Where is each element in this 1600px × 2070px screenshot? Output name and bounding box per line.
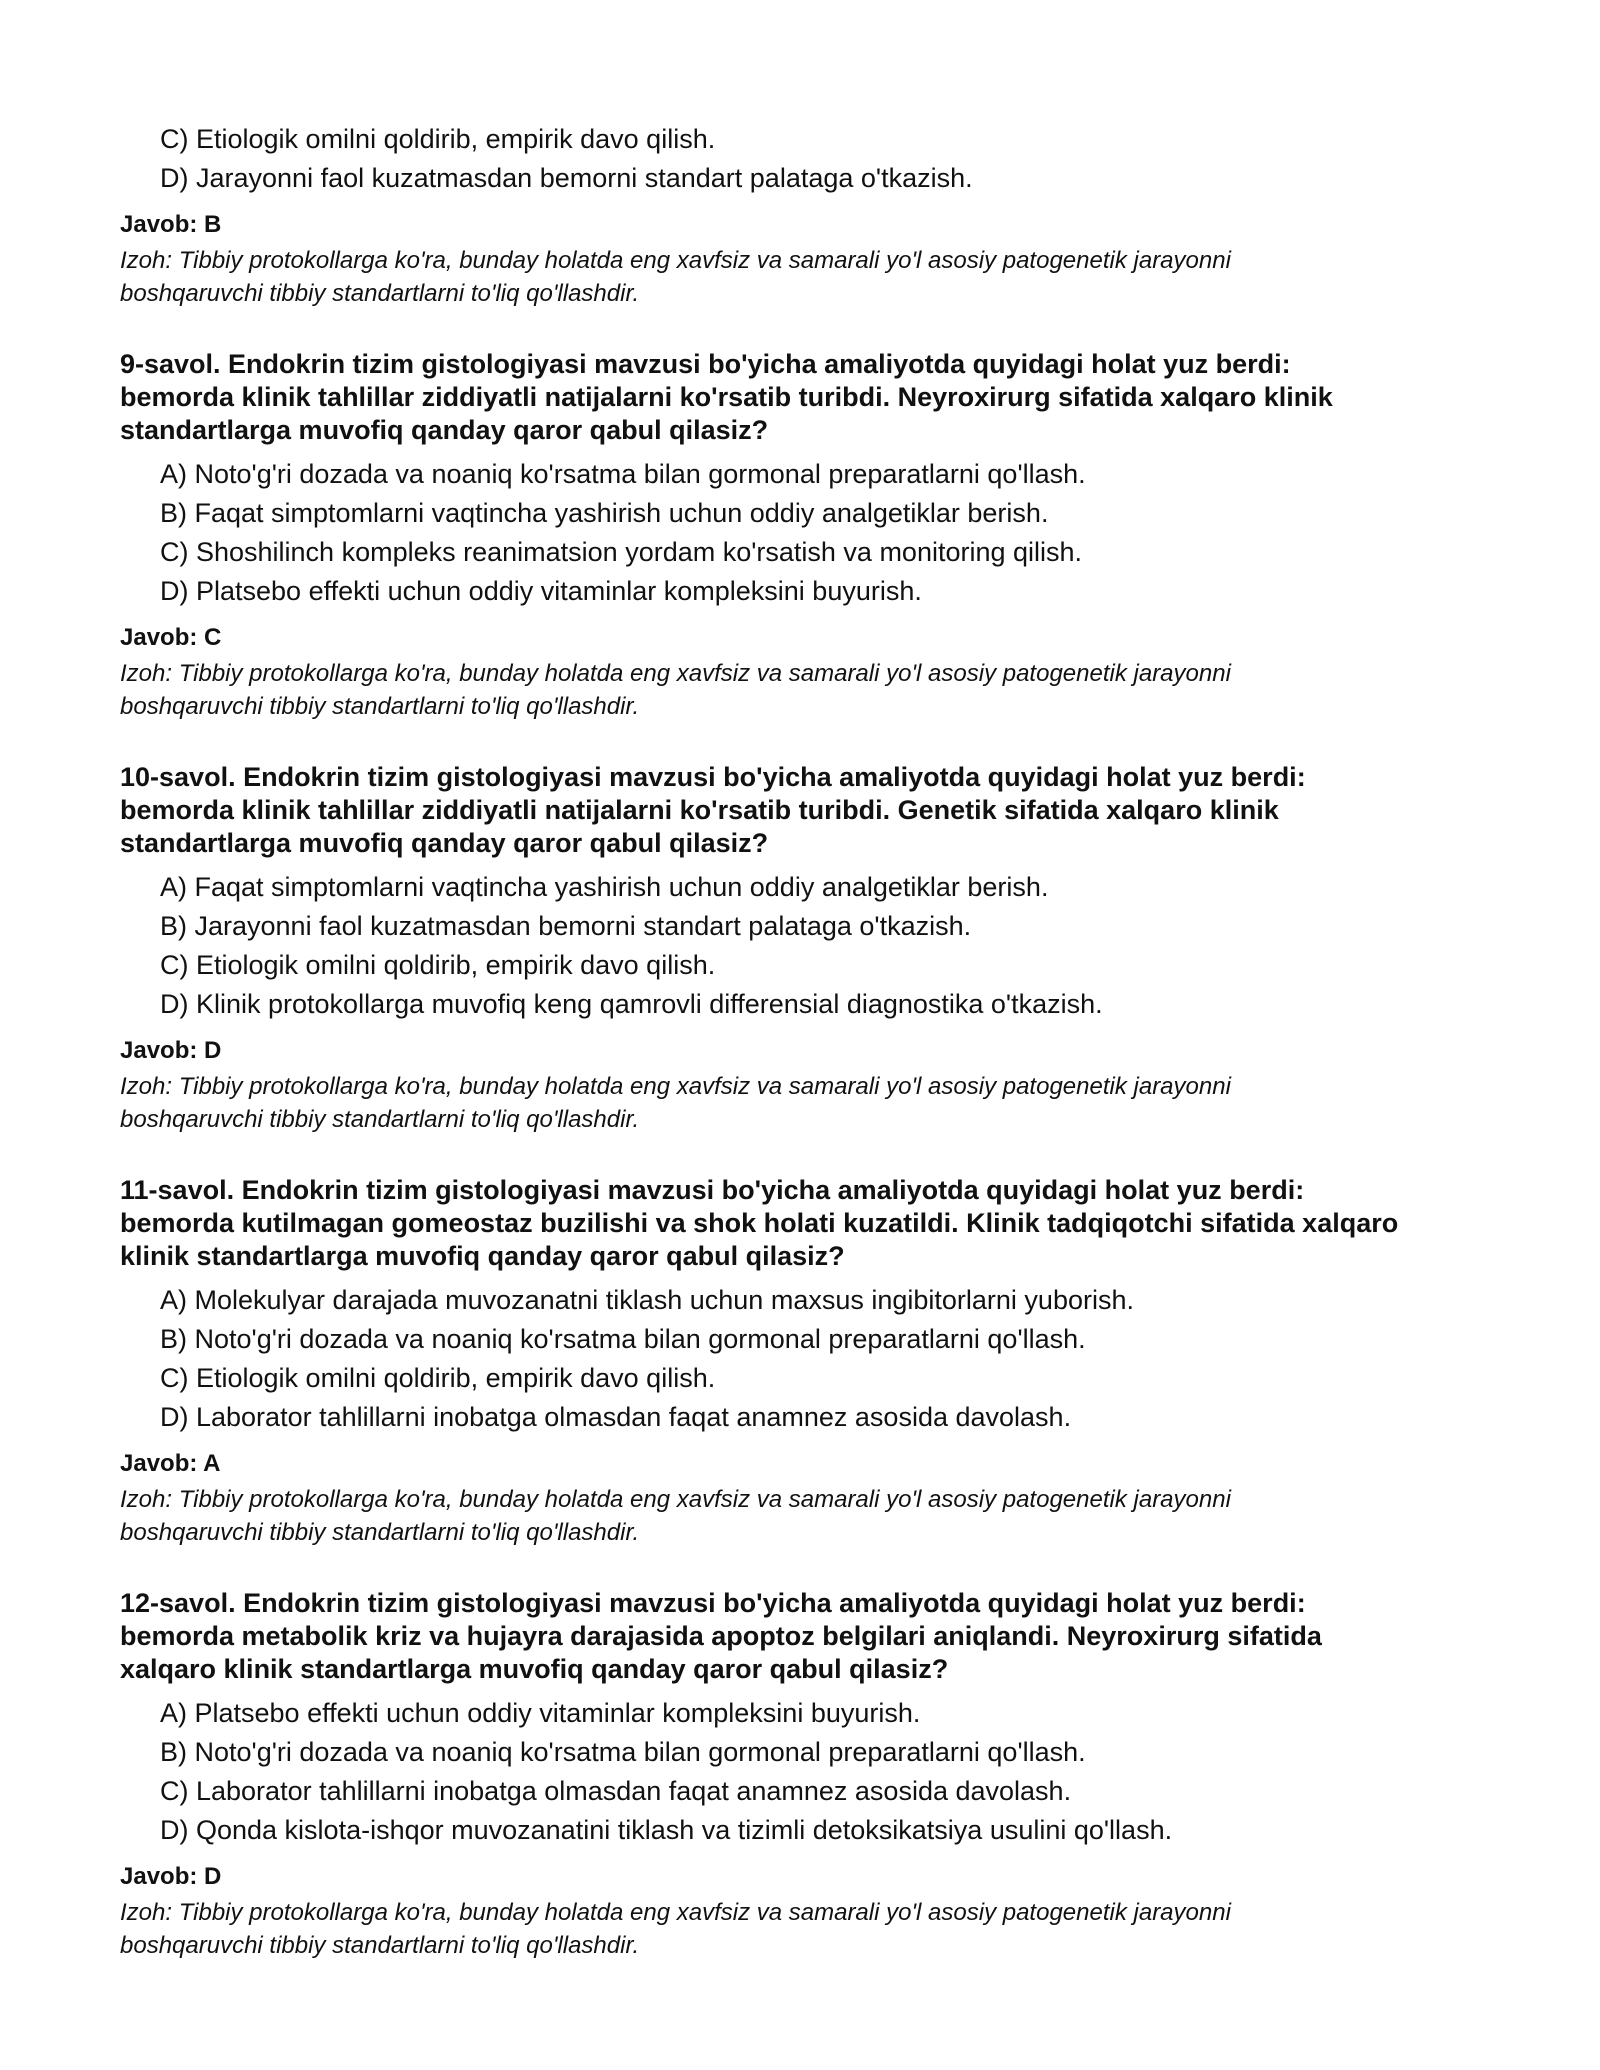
- option-d: D) Platsebo effekti uchun oddiy vitaminlar kompleksini buyurish.: [160, 576, 922, 606]
- question-9: [120, 348, 1520, 723]
- answer-label: Javob: A: [120, 1450, 221, 1477]
- explanation-line: boshqaruvchi tibbiy standartlarni to'liq qo'llashdir.: [120, 1106, 640, 1133]
- question-8-continued: [120, 120, 1520, 310]
- explanation-line: Izoh: Tibbiy protokollarga ko'ra, bunday holatda eng xavfsiz va samarali yo'l asosiy patogenetik jarayonni: [120, 247, 1231, 274]
- option-c: C) Shoshilinch kompleks reanimatsion yordam ko'rsatish va monitoring qilish.: [160, 537, 1083, 567]
- question-title-line: 12-savol. Endokrin tizim gistologiyasi mavzusi bo'yicha amaliyotda quyidagi holat yuz berdi:: [120, 1588, 1306, 1618]
- explanation-note: [120, 1896, 1520, 1962]
- question-title: [120, 1587, 1520, 1686]
- question-title-line: bemorda klinik tahlillar ziddiyatli natijalarni ko'rsatib turibdi. Neyroxirurg sifatida xalqaro klinik: [120, 382, 1333, 412]
- option-b: B) Jarayonni faol kuzatmasdan bemorni standart palataga o'tkazish.: [160, 911, 972, 941]
- document-page: [120, 120, 1520, 1962]
- answer-label: Javob: D: [120, 1863, 222, 1890]
- explanation-note: [120, 1483, 1520, 1549]
- option-c: C) Etiologik omilni qoldirib, empirik davo qilish.: [160, 950, 716, 980]
- question-10: [120, 761, 1520, 1136]
- option-b: B) Faqat simptomlarni vaqtincha yashirish uchun oddiy analgetiklar berish.: [160, 498, 1049, 528]
- question-title-line: bemorda metabolik kriz va hujayra darajasida apoptoz belgilari aniqlandi. Neyroxirurg sifatida: [120, 1621, 1322, 1651]
- explanation-line: Izoh: Tibbiy protokollarga ko'ra, bunday holatda eng xavfsiz va samarali yo'l asosiy patogenetik jarayonni: [120, 1486, 1231, 1513]
- question-title-line: xalqaro klinik standartlarga muvofiq qanday qaror qabul qilasiz?: [120, 1654, 949, 1684]
- option-a: A) Molekulyar darajada muvozanatni tiklash uchun maxsus ingibitorlarni yuborish.: [160, 1285, 1134, 1315]
- explanation-line: boshqaruvchi tibbiy standartlarni to'liq qo'llashdir.: [120, 280, 640, 307]
- question-title: [120, 761, 1520, 860]
- question-title: [120, 348, 1520, 447]
- question-title-line: standartlarga muvofiq qanday qaror qabul qilasiz?: [120, 828, 769, 858]
- option-a: A) Faqat simptomlarni vaqtincha yashirish uchun oddiy analgetiklar berish.: [160, 872, 1049, 902]
- explanation-line: Izoh: Tibbiy protokollarga ko'ra, bunday holatda eng xavfsiz va samarali yo'l asosiy patogenetik jarayonni: [120, 660, 1231, 687]
- option-d: D) Jarayonni faol kuzatmasdan bemorni standart palataga o'tkazish.: [160, 163, 973, 193]
- explanation-note: [120, 244, 1520, 310]
- option-c: C) Laborator tahlillarni inobatga olmasdan faqat anamnez asosida davolash.: [160, 1776, 1072, 1806]
- question-title: [120, 1174, 1520, 1273]
- option-d: D) Klinik protokollarga muvofiq keng qamrovli differensial diagnostika o'tkazish.: [160, 989, 1103, 1019]
- question-11: [120, 1174, 1520, 1549]
- question-12: [120, 1587, 1520, 1962]
- explanation-line: boshqaruvchi tibbiy standartlarni to'liq qo'llashdir.: [120, 693, 640, 720]
- answer-label: Javob: B: [120, 211, 222, 238]
- option-b: B) Noto'g'ri dozada va noaniq ko'rsatma bilan gormonal preparatlarni qo'llash.: [160, 1324, 1086, 1354]
- explanation-line: boshqaruvchi tibbiy standartlarni to'liq qo'llashdir.: [120, 1932, 640, 1959]
- question-title-line: standartlarga muvofiq qanday qaror qabul qilasiz?: [120, 415, 769, 445]
- option-c: C) Etiologik omilni qoldirib, empirik davo qilish.: [160, 1363, 716, 1393]
- option-d: D) Laborator tahlillarni inobatga olmasdan faqat anamnez asosida davolash.: [160, 1402, 1072, 1432]
- option-a: A) Platsebo effekti uchun oddiy vitaminlar kompleksini buyurish.: [160, 1698, 921, 1728]
- question-title-line: klinik standartlarga muvofiq qanday qaror qabul qilasiz?: [120, 1241, 845, 1271]
- question-title-line: 10-savol. Endokrin tizim gistologiyasi mavzusi bo'yicha amaliyotda quyidagi holat yuz berdi:: [120, 762, 1306, 792]
- question-title-line: bemorda klinik tahlillar ziddiyatli natijalarni ko'rsatib turibdi. Genetik sifatida xalqaro klinik: [120, 795, 1279, 825]
- question-title-line: 9-savol. Endokrin tizim gistologiyasi mavzusi bo'yicha amaliyotda quyidagi holat yuz berdi:: [120, 349, 1291, 379]
- explanation-note: [120, 1070, 1520, 1136]
- question-title-line: bemorda kutilmagan gomeostaz buzilishi va shok holati kuzatildi. Klinik tadqiqotchi sifatida xalqaro: [120, 1208, 1399, 1238]
- question-title-line: 11-savol. Endokrin tizim gistologiyasi mavzusi bo'yicha amaliyotda quyidagi holat yuz berdi:: [120, 1175, 1305, 1205]
- explanation-line: boshqaruvchi tibbiy standartlarni to'liq qo'llashdir.: [120, 1519, 640, 1546]
- explanation-line: Izoh: Tibbiy protokollarga ko'ra, bunday holatda eng xavfsiz va samarali yo'l asosiy patogenetik jarayonni: [120, 1899, 1231, 1926]
- option-b: B) Noto'g'ri dozada va noaniq ko'rsatma bilan gormonal preparatlarni qo'llash.: [160, 1737, 1086, 1767]
- explanation-line: Izoh: Tibbiy protokollarga ko'ra, bunday holatda eng xavfsiz va samarali yo'l asosiy patogenetik jarayonni: [120, 1073, 1231, 1100]
- explanation-note: [120, 657, 1520, 723]
- answer-label: Javob: D: [120, 1037, 222, 1064]
- option-a: A) Noto'g'ri dozada va noaniq ko'rsatma bilan gormonal preparatlarni qo'llash.: [160, 459, 1086, 489]
- answer-label: Javob: C: [120, 624, 222, 651]
- option-c: C) Etiologik omilni qoldirib, empirik davo qilish.: [160, 124, 716, 154]
- option-d: D) Qonda kislota-ishqor muvozanatini tiklash va tizimli detoksikatsiya usulini qo'llash.: [160, 1815, 1173, 1845]
